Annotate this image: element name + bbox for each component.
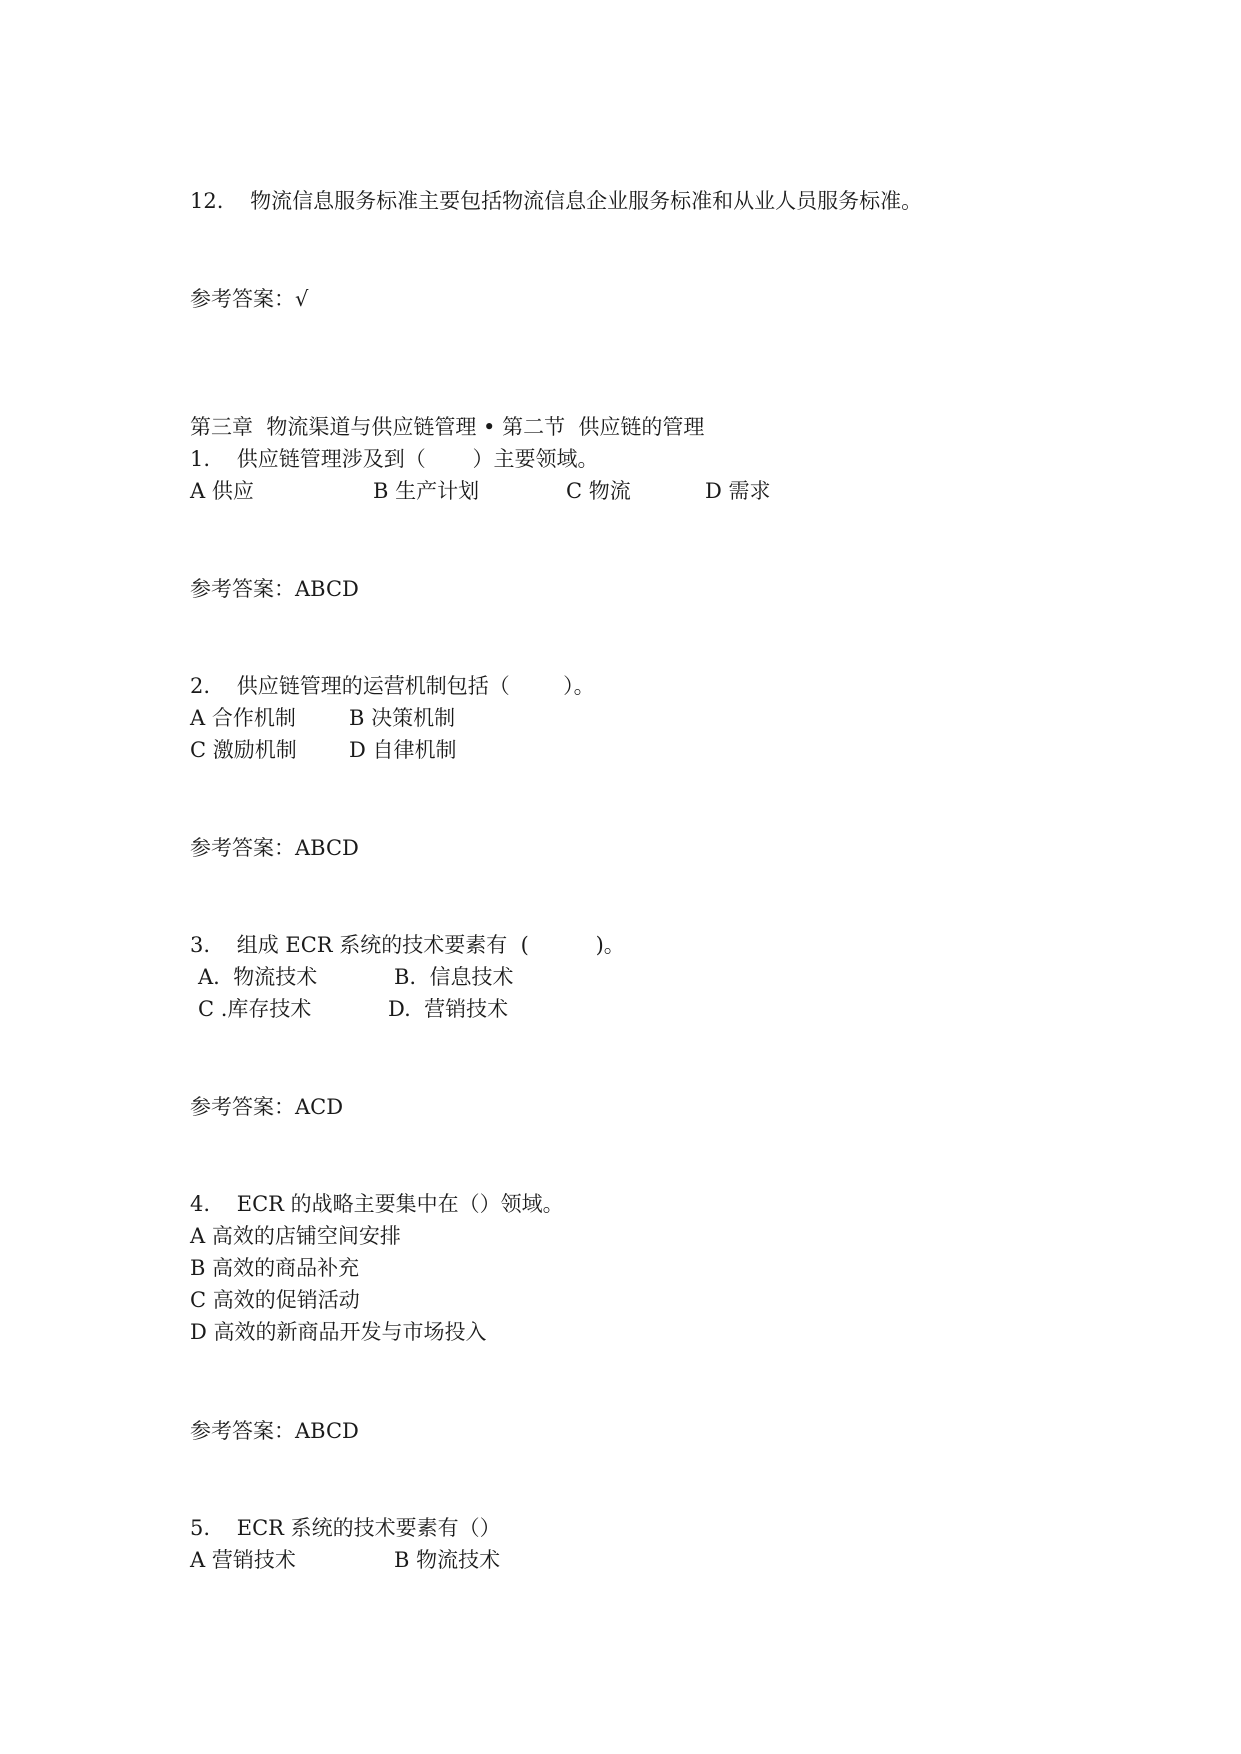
question-2-option-d: D 自律机制 <box>349 738 457 762</box>
question-5-option-b: B 物流技术 <box>394 1548 501 1572</box>
question-5-stem: 5. ECR 系统的技术要素有（） <box>190 1516 501 1540</box>
question-3-option-d: D. 营销技术 <box>388 997 509 1021</box>
question-2-option-a: A 合作机制 <box>190 706 296 730</box>
question-2-stem: 2. 供应链管理的运营机制包括（ ）。 <box>190 674 595 698</box>
question-1-stem: 1. 供应链管理涉及到（ ）主要领域。 <box>190 447 599 471</box>
question-3-option-c: C .库存技术 <box>198 997 312 1021</box>
question-1-option-d: D 需求 <box>705 479 771 503</box>
question-4-option-c: C 高效的促销活动 <box>190 1288 360 1312</box>
question-1-option-b: B 生产计划 <box>373 479 480 503</box>
question-4-option-b: B 高效的商品补充 <box>190 1256 360 1280</box>
question-1-answer: 参考答案：ABCD <box>190 577 359 601</box>
question-12-stem: 12. 物流信息服务标准主要包括物流信息企业服务标准和从业人员服务标准。 <box>190 189 923 213</box>
question-2-option-b: B 决策机制 <box>349 706 456 730</box>
question-4-option-a: A 高效的店铺空间安排 <box>190 1224 401 1248</box>
question-3-answer: 参考答案：ACD <box>190 1095 344 1119</box>
question-4-stem: 4. ECR 的战略主要集中在（）领域。 <box>190 1192 564 1216</box>
question-3-option-b: B. 信息技术 <box>394 965 514 989</box>
question-4-answer: 参考答案：ABCD <box>190 1419 359 1443</box>
section-heading: 第三章 物流渠道与供应链管理 • 第二节 供应链的管理 <box>190 415 705 439</box>
question-5-option-a: A 营销技术 <box>190 1548 296 1572</box>
question-4-option-d: D 高效的新商品开发与市场投入 <box>190 1320 487 1344</box>
question-2-answer: 参考答案：ABCD <box>190 836 359 860</box>
question-3-stem: 3. 组成 ECR 系统的技术要素有 ( )。 <box>190 933 625 957</box>
question-12-answer: 参考答案：√ <box>190 287 309 311</box>
question-2-option-c: C 激励机制 <box>190 738 297 762</box>
question-1-option-a: A 供应 <box>190 479 254 503</box>
question-3-option-a: A. 物流技术 <box>198 965 318 989</box>
question-1-option-c: C 物流 <box>566 479 631 503</box>
